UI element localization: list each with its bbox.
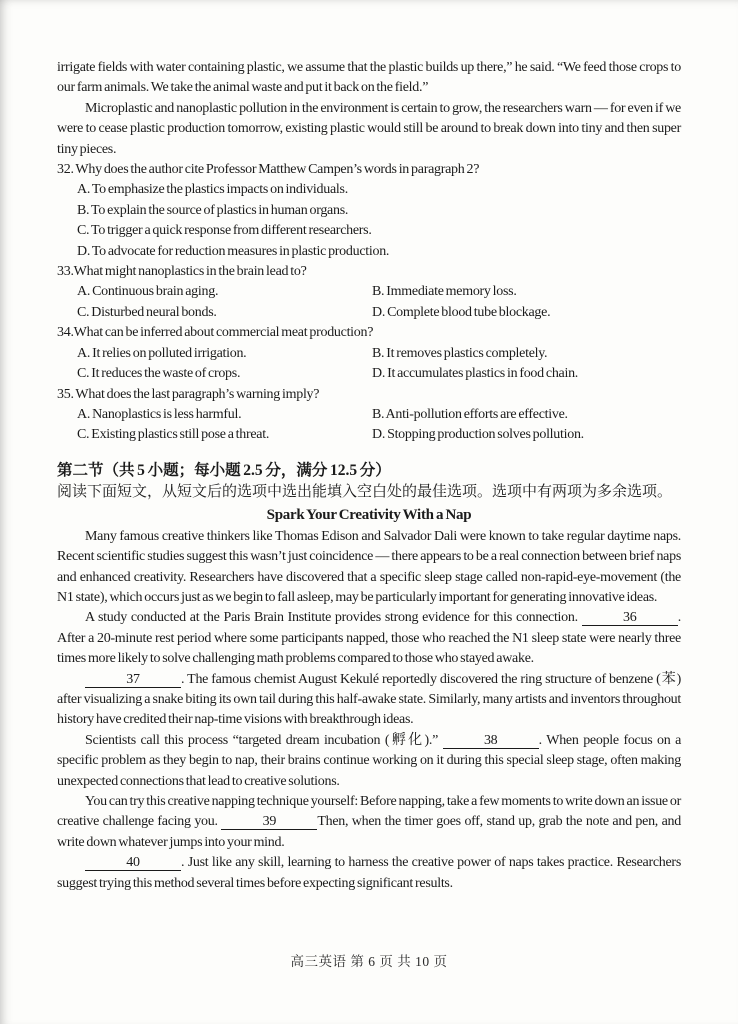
option-35-c: C. Existing plastics still pose a threat. bbox=[77, 427, 270, 443]
section-two-instructions: 阅读下面短文，从短文后的选项中选出能填入空白处的最佳选项。选项中有两项为多余选项。 bbox=[57, 483, 673, 500]
passage-continuation-paragraph: irrigate fields with water containing plastic, we assume that the plastic builds up there,” he said. “We feed those crops to our farm animals. We take the animal waste and put it back on the field.” bbox=[57, 60, 681, 96]
question-33-text: 33.What might nanoplastics in the brain lead to? bbox=[57, 264, 307, 280]
question-33 bbox=[57, 262, 681, 323]
page-footer: 高三英语 第 6 页 共 10 页 bbox=[290, 954, 448, 969]
cloze-blank-37: 37 bbox=[85, 672, 181, 688]
cloze-paragraph-1: Many famous creative thinkers like Thomas Edison and Salvador Dali were known to take regular daytime naps. Recent scientific studies suggest this wasn’t just coincidence — there appears to be a real connection between brief naps and enhanced creativity. Researchers have discovered that a specific sleep stage called non-rapid-eye-movement (the N1 state), which occurs just as we begin to fall asleep, may be particularly important for generating innovative ideas. bbox=[57, 528, 681, 605]
question-35 bbox=[57, 385, 681, 446]
cloze-passage-title: Spark Your Creativity With a Nap bbox=[266, 506, 472, 523]
cloze-paragraph-2: A study conducted at the Paris Brain Institute provides strong evidence for this connection. 36 . After a 20-minute rest period where some participants napped, those who reached the N1 sleep state were nearly three times more likely to solve challenging math problems compared to those who stayed awake. bbox=[57, 610, 681, 667]
option-34-b: B. It removes plastics completely. bbox=[372, 345, 548, 361]
option-32-d: D. To advocate for reduction measures in plastic production. bbox=[77, 243, 390, 259]
cloze-paragraph-5: You can try this creative napping technique yourself: Before napping, take a few moments to write down an issue or creative challenge facing you. 39 Then, when the timer goes off, stand up, grab the note and pen, and write down whatever jumps into your mind. bbox=[57, 794, 681, 850]
question-34-options bbox=[57, 344, 681, 385]
cloze-paragraph-3: 37 . The famous chemist August Kekulé reportedly discovered the ring structure of benzene (苯) after visualizing a snake biting its own tail during this half-awake state. Similarly, many artists and inventors throughout history have credited their nap-time visions with breakthrough ideas. bbox=[57, 671, 681, 728]
question-34 bbox=[57, 323, 681, 384]
section-two-heading: 第二节（共 5 小题；每小题 2.5 分，满分 12.5 分） bbox=[57, 461, 391, 479]
option-33-c: C. Disturbed neural bonds. bbox=[77, 304, 217, 320]
option-35-d: D. Stopping production solves pollution. bbox=[372, 427, 584, 443]
option-32-c: C. To trigger a quick response from different researchers. bbox=[77, 223, 372, 239]
option-34-a: A. It relies on polluted irrigation. bbox=[77, 345, 247, 361]
option-32-b: B. To explain the source of plastics in human organs. bbox=[77, 202, 349, 218]
option-32-a: A. To emphasize the plastics impacts on individuals. bbox=[77, 182, 348, 198]
question-35-text: 35. What does the last paragraph’s warning imply? bbox=[57, 386, 320, 402]
cloze-blank-40: 40 bbox=[85, 855, 181, 871]
cloze-blank-38: 38 bbox=[443, 733, 539, 749]
question-33-options bbox=[57, 282, 681, 323]
option-33-b: B. Immediate memory loss. bbox=[372, 284, 517, 300]
cloze-blank-39: 39 bbox=[221, 814, 317, 830]
option-34-d: D. It accumulates plastics in food chain. bbox=[372, 366, 579, 382]
question-32 bbox=[57, 160, 681, 262]
passage-final-paragraph: Microplastic and nanoplastic pollution in the environment is certain to grow, the researchers warn — for even if we were to cease plastic production tomorrow, existing plastic would still be around to break down into tiny and then super tiny pieces. bbox=[57, 100, 681, 157]
cloze-blank-36: 36 bbox=[582, 610, 678, 626]
option-34-c: C. It reduces the waste of crops. bbox=[77, 366, 241, 382]
option-35-a: A. Nanoplastics is less harmful. bbox=[77, 406, 242, 422]
question-35-options bbox=[57, 405, 681, 446]
cloze-paragraph-4: Scientists call this process “targeted dream incubation (孵化).” 38 . When people focus on a specific problem as they begin to nap, their brains continue working on it during this special sleep stage, often making unexpected connections that lead to creative solutions. bbox=[57, 732, 682, 789]
option-35-b: B. Anti-pollution efforts are effective. bbox=[372, 406, 568, 422]
page-content bbox=[57, 58, 681, 894]
option-33-d: D. Complete blood tube blockage. bbox=[372, 304, 551, 320]
question-32-text: 32. Why does the author cite Professor Matthew Campen’s words in paragraph 2? bbox=[57, 162, 480, 178]
question-34-text: 34.What can be inferred about commercial meat production? bbox=[57, 325, 374, 341]
cloze-paragraph-6: 40 . Just like any skill, learning to harness the creative power of naps takes practice. Researchers suggest trying this method several times before expecting significant results. bbox=[57, 855, 681, 891]
question-32-options bbox=[57, 180, 681, 262]
option-33-a: A. Continuous brain aging. bbox=[77, 284, 219, 300]
